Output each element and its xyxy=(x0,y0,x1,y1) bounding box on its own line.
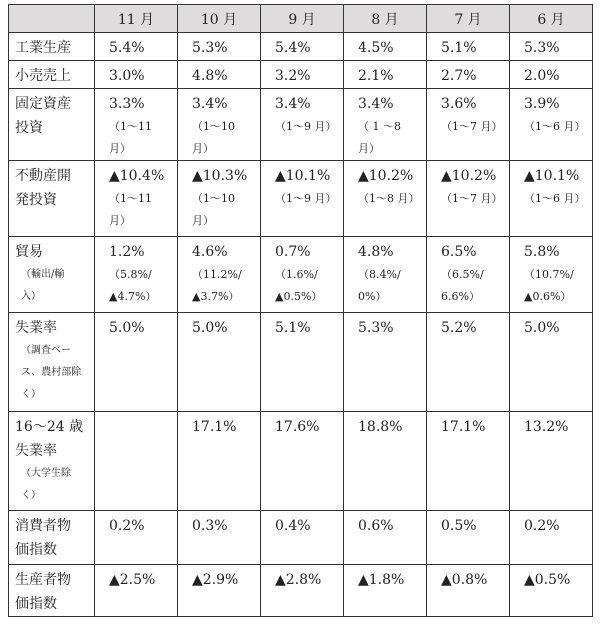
header-month-june: 6 月 xyxy=(510,5,593,33)
value-cell xyxy=(344,161,427,237)
cell-value: 3.4% xyxy=(275,96,311,112)
value-cell xyxy=(178,412,261,511)
cell-value: 3.2% xyxy=(275,68,311,84)
cell-note: （1～7 月） xyxy=(441,192,503,205)
row-label: 生産者物 価指数 xyxy=(15,572,71,612)
row-industrial-production xyxy=(9,33,593,61)
row-trade xyxy=(9,237,593,313)
value-cell xyxy=(510,511,593,565)
cell-value: 0.6% xyxy=(358,518,394,534)
value-cell xyxy=(344,33,427,61)
row-label: 失業率 xyxy=(15,320,57,336)
cell-value: 5.3% xyxy=(358,320,394,336)
header-month-august: 8 月 xyxy=(344,5,427,33)
row-label-cell xyxy=(9,33,95,61)
cell-note: （1.6%/ ▲0.5%） xyxy=(275,268,323,303)
value-cell xyxy=(427,89,510,161)
cell-value: 3.3% xyxy=(109,96,145,112)
row-label-cell xyxy=(9,237,95,313)
cell-value: ▲2.9% xyxy=(192,572,239,588)
cell-value: 0.7% xyxy=(275,244,311,260)
value-cell xyxy=(95,61,178,89)
value-cell xyxy=(261,161,344,237)
cell-value: 3.4% xyxy=(192,96,228,112)
row-label: 工業生産 xyxy=(15,40,71,56)
row-youth-unemployment-rate xyxy=(9,412,593,511)
row-label-cell xyxy=(9,61,95,89)
cell-note: （5.8%/ ▲4.7%） xyxy=(109,268,157,303)
value-cell xyxy=(427,412,510,511)
cell-value: ▲0.5% xyxy=(524,572,571,588)
row-label-cell xyxy=(9,412,95,511)
cell-value: ▲10.3% xyxy=(192,168,248,184)
value-cell xyxy=(510,161,593,237)
value-cell xyxy=(261,33,344,61)
cell-value: 3.6% xyxy=(441,96,477,112)
row-label: 消費者物 価指数 xyxy=(15,518,71,558)
value-cell xyxy=(95,161,178,237)
cell-note: （1～6 月） xyxy=(524,192,586,205)
cell-value: 0.2% xyxy=(524,518,560,534)
cell-value: 3.0% xyxy=(109,68,145,84)
value-cell xyxy=(427,161,510,237)
value-cell xyxy=(510,412,593,511)
cell-note: （1～8 月） xyxy=(358,192,420,205)
row-consumer-price-index xyxy=(9,511,593,565)
row-unemployment-rate xyxy=(9,313,593,412)
value-cell xyxy=(510,61,593,89)
cell-value: 5.8% xyxy=(524,244,560,260)
value-cell xyxy=(344,565,427,617)
value-cell xyxy=(95,89,178,161)
header-month-october: 10 月 xyxy=(178,5,261,33)
cell-note: （10.7%/ ▲0.6%） xyxy=(524,268,574,303)
cell-note: （ 1 ～8 月） xyxy=(358,120,401,155)
cell-value: ▲10.4% xyxy=(109,168,165,184)
value-cell xyxy=(427,61,510,89)
cell-value: 2.1% xyxy=(358,68,394,84)
cell-note: （1～11 月） xyxy=(109,192,152,227)
cell-value: 2.0% xyxy=(524,68,560,84)
header-row xyxy=(9,5,593,33)
cell-value: 4.8% xyxy=(358,244,394,260)
cell-note: （1～7 月） xyxy=(441,120,503,133)
value-cell xyxy=(178,511,261,565)
row-retail-sales xyxy=(9,61,593,89)
value-cell xyxy=(427,565,510,617)
value-cell xyxy=(178,313,261,412)
cell-value: 5.0% xyxy=(192,320,228,336)
row-label: 16～24 歳 失業率 xyxy=(15,419,84,459)
cell-value: 2.7% xyxy=(441,68,477,84)
value-cell xyxy=(427,313,510,412)
row-fixed-asset-investment xyxy=(9,89,593,161)
row-label: 貿易 xyxy=(15,244,43,260)
cell-value: 3.9% xyxy=(524,96,560,112)
row-producer-price-index xyxy=(9,565,593,617)
cell-value: 5.3% xyxy=(524,40,560,56)
row-label: 不動産開 発投資 xyxy=(15,168,71,208)
cell-note: （1～9 月） xyxy=(275,120,337,133)
cell-value: ▲1.8% xyxy=(358,572,405,588)
value-cell xyxy=(261,89,344,161)
cell-value: 5.1% xyxy=(275,320,311,336)
header-corner-cell xyxy=(9,5,95,33)
row-real-estate-investment xyxy=(9,161,593,237)
value-cell xyxy=(344,89,427,161)
cell-note: （1～10 月） xyxy=(192,120,235,155)
value-cell xyxy=(178,565,261,617)
cell-note: （1～10 月） xyxy=(192,192,235,227)
cell-value: ▲10.1% xyxy=(275,168,331,184)
value-cell xyxy=(344,511,427,565)
cell-value: 5.4% xyxy=(109,40,145,56)
cell-note: （11.2%/ ▲3.7%） xyxy=(192,268,242,303)
cell-value: 13.2% xyxy=(524,419,569,435)
value-cell xyxy=(178,161,261,237)
value-cell xyxy=(510,33,593,61)
value-cell xyxy=(344,313,427,412)
value-cell xyxy=(178,237,261,313)
value-cell xyxy=(427,511,510,565)
value-cell xyxy=(261,565,344,617)
header-month-november: 11 月 xyxy=(95,5,178,33)
cell-value: ▲10.2% xyxy=(358,168,414,184)
value-cell xyxy=(95,511,178,565)
cell-note: （1～9 月） xyxy=(275,192,337,205)
row-label-note: （大学生除 く） xyxy=(21,468,71,501)
cell-value: 17.1% xyxy=(192,419,237,435)
cell-value: 0.2% xyxy=(109,518,145,534)
value-cell xyxy=(510,89,593,161)
cell-value: 5.0% xyxy=(109,320,145,336)
cell-value: ▲10.2% xyxy=(441,168,497,184)
value-cell xyxy=(510,313,593,412)
cell-value: ▲10.1% xyxy=(524,168,580,184)
row-label-cell xyxy=(9,161,95,237)
value-cell xyxy=(95,565,178,617)
value-cell xyxy=(178,89,261,161)
value-cell xyxy=(261,61,344,89)
row-label: 小売売上 xyxy=(15,68,71,84)
value-cell xyxy=(95,237,178,313)
value-cell xyxy=(95,313,178,412)
header-month-september: 9 月 xyxy=(261,5,344,33)
cell-value: 3.4% xyxy=(358,96,394,112)
cell-note: （1～6 月） xyxy=(524,120,586,133)
cell-value: 5.4% xyxy=(275,40,311,56)
row-label-note: （調査ベー ス、農村部除 く） xyxy=(21,345,82,400)
cell-value: 5.0% xyxy=(524,320,560,336)
cell-value: 0.4% xyxy=(275,518,311,534)
cell-value: ▲2.5% xyxy=(109,572,156,588)
value-cell xyxy=(95,33,178,61)
cell-note: （6.5%/ 6.6%） xyxy=(441,268,484,303)
value-cell xyxy=(261,511,344,565)
row-label-note: （輸出/輸 入） xyxy=(21,269,65,302)
cell-value: 4.6% xyxy=(192,244,228,260)
value-cell xyxy=(95,412,178,511)
value-cell xyxy=(427,237,510,313)
value-cell xyxy=(344,61,427,89)
row-label-cell xyxy=(9,313,95,412)
value-cell xyxy=(261,313,344,412)
value-cell xyxy=(178,33,261,61)
cell-value: 0.5% xyxy=(441,518,477,534)
cell-note: （1～11 月） xyxy=(109,120,152,155)
cell-value: 17.1% xyxy=(441,419,486,435)
cell-value: 5.1% xyxy=(441,40,477,56)
cell-value: ▲2.8% xyxy=(275,572,322,588)
cell-value: 1.2% xyxy=(109,244,145,260)
value-cell xyxy=(344,412,427,511)
row-label-cell xyxy=(9,565,95,617)
cell-value: 17.6% xyxy=(275,419,320,435)
economic-indicators-table xyxy=(8,4,593,617)
cell-value: 4.8% xyxy=(192,68,228,84)
value-cell xyxy=(427,33,510,61)
value-cell xyxy=(261,412,344,511)
value-cell xyxy=(510,565,593,617)
cell-value: 0.3% xyxy=(192,518,228,534)
header-month-july: 7 月 xyxy=(427,5,510,33)
cell-value: 6.5% xyxy=(441,244,477,260)
value-cell xyxy=(178,61,261,89)
cell-value: 4.5% xyxy=(358,40,394,56)
value-cell xyxy=(510,237,593,313)
row-label-cell xyxy=(9,511,95,565)
cell-note: （8.4%/ 0%） xyxy=(358,268,401,303)
value-cell xyxy=(261,237,344,313)
cell-value: 5.2% xyxy=(441,320,477,336)
row-label: 固定資産 投資 xyxy=(15,96,71,136)
cell-value: 18.8% xyxy=(358,419,403,435)
cell-value: 5.3% xyxy=(192,40,228,56)
row-label-cell xyxy=(9,89,95,161)
value-cell xyxy=(344,237,427,313)
cell-value: ▲0.8% xyxy=(441,572,488,588)
